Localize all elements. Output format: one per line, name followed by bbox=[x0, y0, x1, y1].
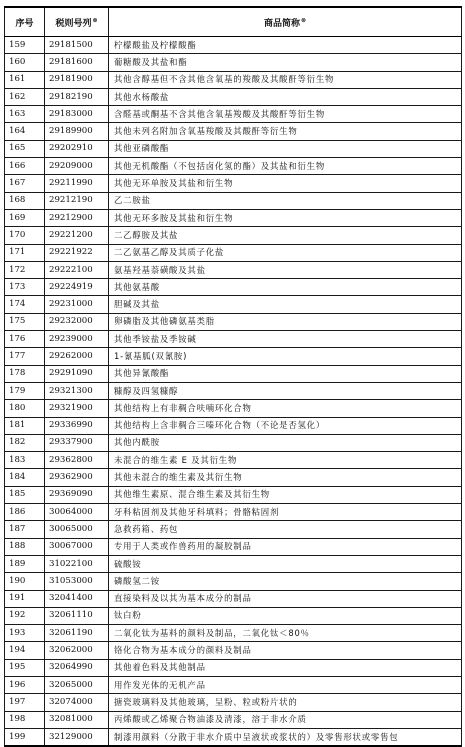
row-serial-number: 179 bbox=[5, 382, 45, 399]
row-tariff-code: 29211990 bbox=[45, 175, 109, 192]
row-tariff-code: 29183000 bbox=[45, 106, 109, 123]
row-serial-number: 171 bbox=[5, 244, 45, 261]
table-row bbox=[5, 175, 462, 192]
table-row bbox=[5, 106, 462, 123]
row-product-name: 其他未列名附加含氧基羧酸及其酸酐等衍生物 bbox=[109, 123, 462, 140]
row-product-name: 其他结构上有非稠合呋喃环化合物 bbox=[109, 400, 462, 417]
row-tariff-code: 32061110 bbox=[45, 607, 109, 624]
row-serial-number: 170 bbox=[5, 227, 45, 244]
row-serial-number: 159 bbox=[5, 37, 45, 54]
table-row bbox=[5, 625, 462, 642]
row-tariff-code: 29182190 bbox=[45, 88, 109, 105]
row-tariff-code: 29181600 bbox=[45, 54, 109, 71]
table-row bbox=[5, 279, 462, 296]
row-tariff-code: 29221200 bbox=[45, 227, 109, 244]
table-header bbox=[5, 7, 462, 37]
header-row bbox=[5, 7, 462, 37]
row-product-name: 硫酸铵 bbox=[109, 555, 462, 572]
tariff-table bbox=[4, 6, 462, 747]
row-tariff-code: 30065000 bbox=[45, 521, 109, 538]
row-serial-number: 198 bbox=[5, 711, 45, 728]
row-serial-number: 190 bbox=[5, 573, 45, 590]
row-serial-number: 195 bbox=[5, 659, 45, 676]
row-serial-number: 160 bbox=[5, 54, 45, 71]
row-product-name: 其他着色料及其他制品 bbox=[109, 659, 462, 676]
row-tariff-code: 30067000 bbox=[45, 538, 109, 555]
table-row bbox=[5, 676, 462, 693]
row-product-name: 含醛基或酮基不含其他含氧基羧酸及其酸酐等衍生物 bbox=[109, 106, 462, 123]
row-product-name: 其他季铵盐及季铵碱 bbox=[109, 331, 462, 348]
row-product-name: 1-氰基胍(双氰胺) bbox=[109, 348, 462, 365]
table-row bbox=[5, 348, 462, 365]
table-row bbox=[5, 227, 462, 244]
row-product-name: 牙科粘固剂及其他牙科填料；骨骼粘固剂 bbox=[109, 504, 462, 521]
row-serial-number: 199 bbox=[5, 728, 45, 746]
table-row bbox=[5, 331, 462, 348]
row-product-name: 钛白粉 bbox=[109, 607, 462, 624]
row-product-name: 其他无环多胺及其盐和衍生物 bbox=[109, 209, 462, 226]
row-product-name: 专用于人类或作兽药用的凝胶制品 bbox=[109, 538, 462, 555]
row-product-name: 其他氨基酸 bbox=[109, 279, 462, 296]
row-product-name: 其他结构上含非稠合三嗪环化合物（不论是否氢化） bbox=[109, 417, 462, 434]
row-tariff-code: 29181900 bbox=[45, 71, 109, 88]
row-product-name: 卵磷脂及其他磷氨基类脂 bbox=[109, 313, 462, 330]
row-product-name: 乙二胺盐 bbox=[109, 192, 462, 209]
table-row bbox=[5, 486, 462, 503]
table-row bbox=[5, 140, 462, 157]
table-row bbox=[5, 54, 462, 71]
table-row bbox=[5, 504, 462, 521]
row-product-name: 其他内酰胺 bbox=[109, 434, 462, 451]
table-row bbox=[5, 728, 462, 746]
row-product-name: 铬化合物为基本成分的颜料及制品 bbox=[109, 642, 462, 659]
row-serial-number: 169 bbox=[5, 209, 45, 226]
row-tariff-code: 32064990 bbox=[45, 659, 109, 676]
table-row bbox=[5, 521, 462, 538]
row-product-name: 二乙醇胺及其盐 bbox=[109, 227, 462, 244]
row-product-name: 二氧化钛为基料的颜料及制品，二氧化钛＜80％ bbox=[109, 625, 462, 642]
row-tariff-code: 29212900 bbox=[45, 209, 109, 226]
row-tariff-code: 29262000 bbox=[45, 348, 109, 365]
header-product-name: 商品简称⊗ bbox=[109, 7, 462, 37]
row-serial-number: 162 bbox=[5, 88, 45, 105]
table-row bbox=[5, 261, 462, 278]
row-tariff-code: 29181500 bbox=[45, 37, 109, 54]
row-product-name: 未混合的维生素 E 及其衍生物 bbox=[109, 452, 462, 469]
row-tariff-code: 29362800 bbox=[45, 452, 109, 469]
row-tariff-code: 29291090 bbox=[45, 365, 109, 382]
table-row bbox=[5, 607, 462, 624]
row-tariff-code: 29232000 bbox=[45, 313, 109, 330]
row-serial-number: 183 bbox=[5, 452, 45, 469]
row-tariff-code: 29321900 bbox=[45, 400, 109, 417]
row-serial-number: 164 bbox=[5, 123, 45, 140]
row-serial-number: 174 bbox=[5, 296, 45, 313]
row-serial-number: 173 bbox=[5, 279, 45, 296]
table-row bbox=[5, 469, 462, 486]
table-row bbox=[5, 313, 462, 330]
row-tariff-code: 32062000 bbox=[45, 642, 109, 659]
table-row bbox=[5, 642, 462, 659]
row-product-name: 柠檬酸盐及柠檬酸酯 bbox=[109, 37, 462, 54]
row-tariff-code: 29231000 bbox=[45, 296, 109, 313]
table-body bbox=[5, 37, 462, 747]
row-product-name: 搪瓷玻璃料及其他玻璃，呈粉、粒或粉片状的 bbox=[109, 694, 462, 711]
row-product-name: 其他维生素原、混合维生素及其衍生物 bbox=[109, 486, 462, 503]
row-serial-number: 189 bbox=[5, 555, 45, 572]
table-row bbox=[5, 209, 462, 226]
row-tariff-code: 29337900 bbox=[45, 434, 109, 451]
row-product-name: 急救药箱、药包 bbox=[109, 521, 462, 538]
row-serial-number: 184 bbox=[5, 469, 45, 486]
table-row bbox=[5, 434, 462, 451]
row-product-name: 制漆用颜料（分散于非水介质中呈液状或浆状的）及零售形状或零售包 bbox=[109, 728, 462, 746]
row-tariff-code: 32129000 bbox=[45, 728, 109, 746]
row-tariff-code: 29321300 bbox=[45, 382, 109, 399]
row-tariff-code: 29239000 bbox=[45, 331, 109, 348]
row-tariff-code: 32081000 bbox=[45, 711, 109, 728]
row-tariff-code: 32074000 bbox=[45, 694, 109, 711]
row-serial-number: 168 bbox=[5, 192, 45, 209]
row-tariff-code: 29224919 bbox=[45, 279, 109, 296]
row-serial-number: 186 bbox=[5, 504, 45, 521]
row-serial-number: 197 bbox=[5, 694, 45, 711]
row-tariff-code: 29212190 bbox=[45, 192, 109, 209]
table-row bbox=[5, 296, 462, 313]
row-product-name: 其他无机酸酯（不包括卤化氢的酯）及其盐和衍生物 bbox=[109, 158, 462, 175]
row-serial-number: 196 bbox=[5, 676, 45, 693]
table-row bbox=[5, 452, 462, 469]
row-product-name: 其他异氰酸酯 bbox=[109, 365, 462, 382]
row-serial-number: 185 bbox=[5, 486, 45, 503]
header-note-mark: ⊗ bbox=[300, 16, 307, 24]
table-row bbox=[5, 711, 462, 728]
header-tariff-code: 税则号列⊗ bbox=[45, 7, 109, 37]
row-product-name: 直接染料及以其为基本成分的制品 bbox=[109, 590, 462, 607]
row-serial-number: 192 bbox=[5, 607, 45, 624]
table-row bbox=[5, 88, 462, 105]
row-serial-number: 188 bbox=[5, 538, 45, 555]
row-serial-number: 175 bbox=[5, 313, 45, 330]
table-row bbox=[5, 71, 462, 88]
row-serial-number: 163 bbox=[5, 106, 45, 123]
row-serial-number: 172 bbox=[5, 261, 45, 278]
row-product-name: 其他无环单胺及其盐和衍生物 bbox=[109, 175, 462, 192]
table-row bbox=[5, 400, 462, 417]
row-serial-number: 193 bbox=[5, 625, 45, 642]
header-note-mark: ⊗ bbox=[92, 16, 98, 24]
row-product-name: 丙烯酸或乙烯聚合物油漆及清漆，溶于非水介质 bbox=[109, 711, 462, 728]
row-tariff-code: 31022100 bbox=[45, 555, 109, 572]
row-tariff-code: 32061190 bbox=[45, 625, 109, 642]
table-row bbox=[5, 158, 462, 175]
row-tariff-code: 32041400 bbox=[45, 590, 109, 607]
row-serial-number: 177 bbox=[5, 348, 45, 365]
table-row bbox=[5, 573, 462, 590]
row-serial-number: 191 bbox=[5, 590, 45, 607]
table-row bbox=[5, 382, 462, 399]
row-tariff-code: 31053000 bbox=[45, 573, 109, 590]
table-row bbox=[5, 694, 462, 711]
row-tariff-code: 29369090 bbox=[45, 486, 109, 503]
row-product-name: 磷酸氢二铵 bbox=[109, 573, 462, 590]
row-tariff-code: 29222100 bbox=[45, 261, 109, 278]
row-tariff-code: 29209000 bbox=[45, 158, 109, 175]
row-tariff-code: 29362900 bbox=[45, 469, 109, 486]
table-row bbox=[5, 555, 462, 572]
row-tariff-code: 29336990 bbox=[45, 417, 109, 434]
row-product-name: 其他未混合的维生素及其衍生物 bbox=[109, 469, 462, 486]
row-tariff-code: 29221922 bbox=[45, 244, 109, 261]
row-product-name: 葡糖酸及其盐和酯 bbox=[109, 54, 462, 71]
row-serial-number: 167 bbox=[5, 175, 45, 192]
table-row bbox=[5, 590, 462, 607]
row-serial-number: 161 bbox=[5, 71, 45, 88]
row-serial-number: 181 bbox=[5, 417, 45, 434]
row-serial-number: 187 bbox=[5, 521, 45, 538]
table-row bbox=[5, 365, 462, 382]
table-row bbox=[5, 659, 462, 676]
row-tariff-code: 30064000 bbox=[45, 504, 109, 521]
table-row bbox=[5, 244, 462, 261]
row-tariff-code: 29202910 bbox=[45, 140, 109, 157]
row-product-name: 其他亚磷酸酯 bbox=[109, 140, 462, 157]
table-row bbox=[5, 37, 462, 54]
row-product-name: 氨基羟基萘磺酸及其盐 bbox=[109, 261, 462, 278]
row-serial-number: 182 bbox=[5, 434, 45, 451]
row-product-name: 二乙氨基乙醇及其质子化盐 bbox=[109, 244, 462, 261]
row-serial-number: 165 bbox=[5, 140, 45, 157]
table-row bbox=[5, 123, 462, 140]
row-tariff-code: 32065000 bbox=[45, 676, 109, 693]
header-serial-number: 序号 bbox=[5, 7, 45, 37]
row-serial-number: 176 bbox=[5, 331, 45, 348]
row-serial-number: 194 bbox=[5, 642, 45, 659]
row-product-name: 糠醇及四氢糠醇 bbox=[109, 382, 462, 399]
table-row bbox=[5, 192, 462, 209]
row-product-name: 其他含醇基但不含其他含氧基的羧酸及其酸酐等衍生物 bbox=[109, 71, 462, 88]
row-product-name: 用作发光体的无机产品 bbox=[109, 676, 462, 693]
row-product-name: 其他水杨酸盐 bbox=[109, 88, 462, 105]
row-tariff-code: 29189900 bbox=[45, 123, 109, 140]
row-product-name: 胆碱及其盐 bbox=[109, 296, 462, 313]
row-serial-number: 178 bbox=[5, 365, 45, 382]
table-row bbox=[5, 417, 462, 434]
table-row bbox=[5, 538, 462, 555]
row-serial-number: 180 bbox=[5, 400, 45, 417]
row-serial-number: 166 bbox=[5, 158, 45, 175]
